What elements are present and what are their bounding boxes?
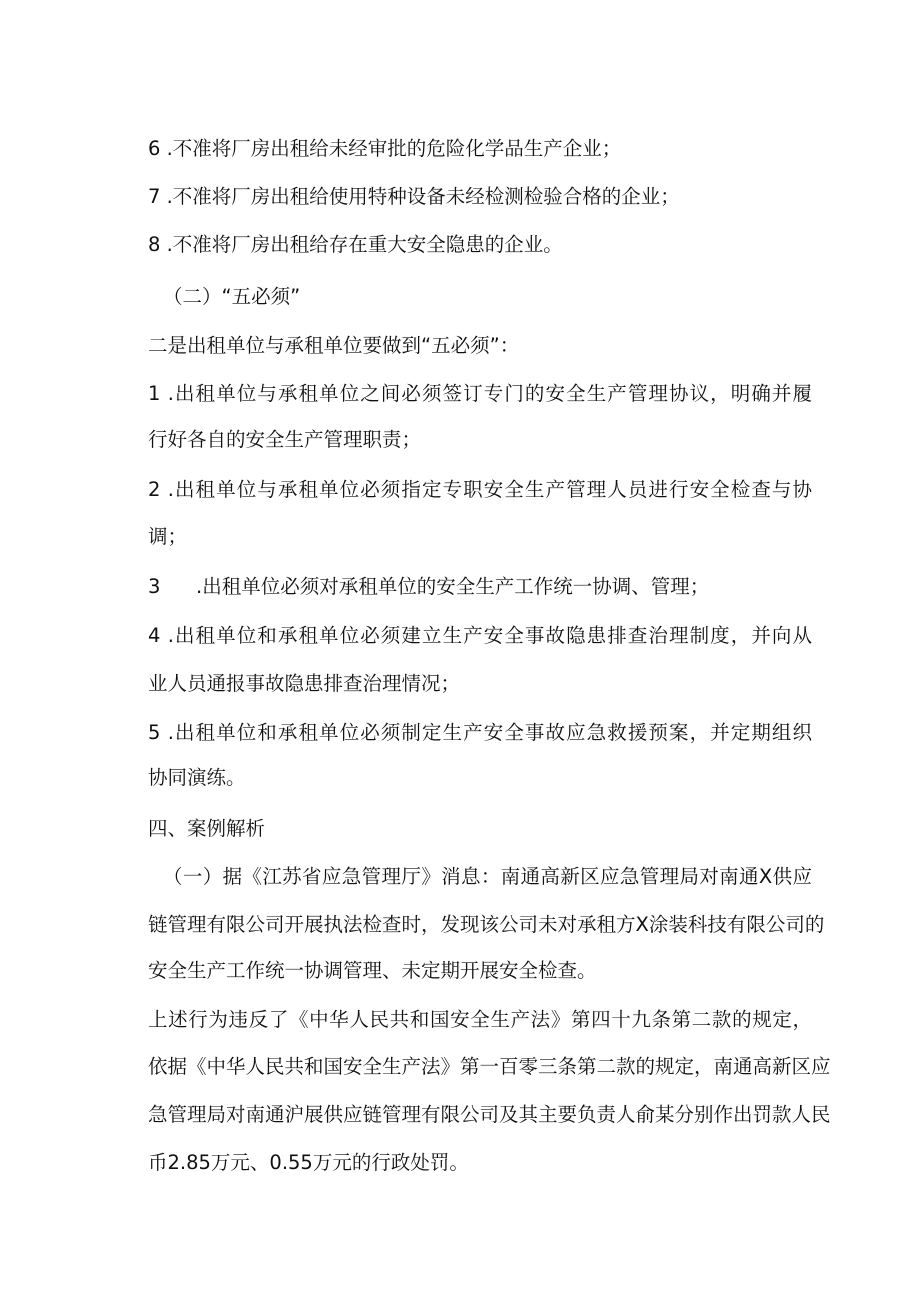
- must-item-3-number: 3: [148, 575, 161, 598]
- must-item-5-line-2: 协同演练。: [148, 766, 246, 789]
- must-item-4-line-2: 业人员通报事故隐患排查治理情况；: [148, 672, 461, 695]
- section-heading-five-musts: （二）“五必须”: [163, 285, 301, 308]
- section-heading-case-analysis: 四、案例解析: [148, 817, 266, 840]
- rule-item-6: 6 .不准将厂房出租给未经审批的危险化学品生产企业；: [148, 137, 622, 160]
- must-item-1-line-1: 1 .出租单位与承租单位之间必须签订专门的安全生产管理协议，明确并履: [148, 382, 812, 405]
- must-item-5-line-1: 5 .出租单位和承租单位必须制定生产安全事故应急救援预案，并定期组织: [148, 721, 812, 744]
- case-1-line-3: 安全生产工作统一协调管理、未定期开展安全检查。: [148, 959, 597, 982]
- must-item-1-line-2: 行好各自的安全生产管理职责；: [148, 428, 422, 451]
- must-item-4-line-1: 4 .出租单位和承租单位必须建立生产安全事故隐患排查治理制度，并向从: [148, 624, 812, 647]
- penalty-para-line-2: 依据《中华人民共和国安全生产法》第一百零三条第二款的规定，南通高新区应: [148, 1055, 831, 1078]
- rule-item-7: 7 .不准将厂房出租给使用特种设备未经检测检验合格的企业；: [148, 185, 680, 208]
- five-musts-intro: 二是出租单位与承租单位要做到“五必须”：: [148, 334, 520, 357]
- must-item-2-line-2: 调；: [148, 525, 188, 548]
- must-item-3: [148, 574, 709, 600]
- case-1-line-1: （一）据《江苏省应急管理厅》消息：南通高新区应急管理局对南通X供应: [163, 865, 812, 888]
- case-1-line-2: 链管理有限公司开展执法检查时，发现该公司未对承租方X涂装科技有限公司的: [148, 913, 825, 936]
- must-item-2-line-1: 2 .出租单位与承租单位必须指定专职安全生产管理人员进行安全检查与协: [148, 478, 812, 501]
- rule-item-8: 8 .不准将厂房出租给存在重大安全隐患的企业。: [148, 233, 563, 256]
- must-item-3-text: .出租单位必须对承租单位的安全生产工作统一协调、管理；: [196, 575, 710, 598]
- penalty-para-line-4: 币2.85万元、0.55万元的行政处罚。: [148, 1151, 469, 1174]
- penalty-para-line-1: 上述行为违反了《中华人民共和国安全生产法》第四十九条第二款的规定，: [148, 1008, 812, 1031]
- penalty-para-line-3: 急管理局对南通沪展供应链管理有限公司及其主要负责人俞某分别作出罚款人民: [148, 1103, 831, 1126]
